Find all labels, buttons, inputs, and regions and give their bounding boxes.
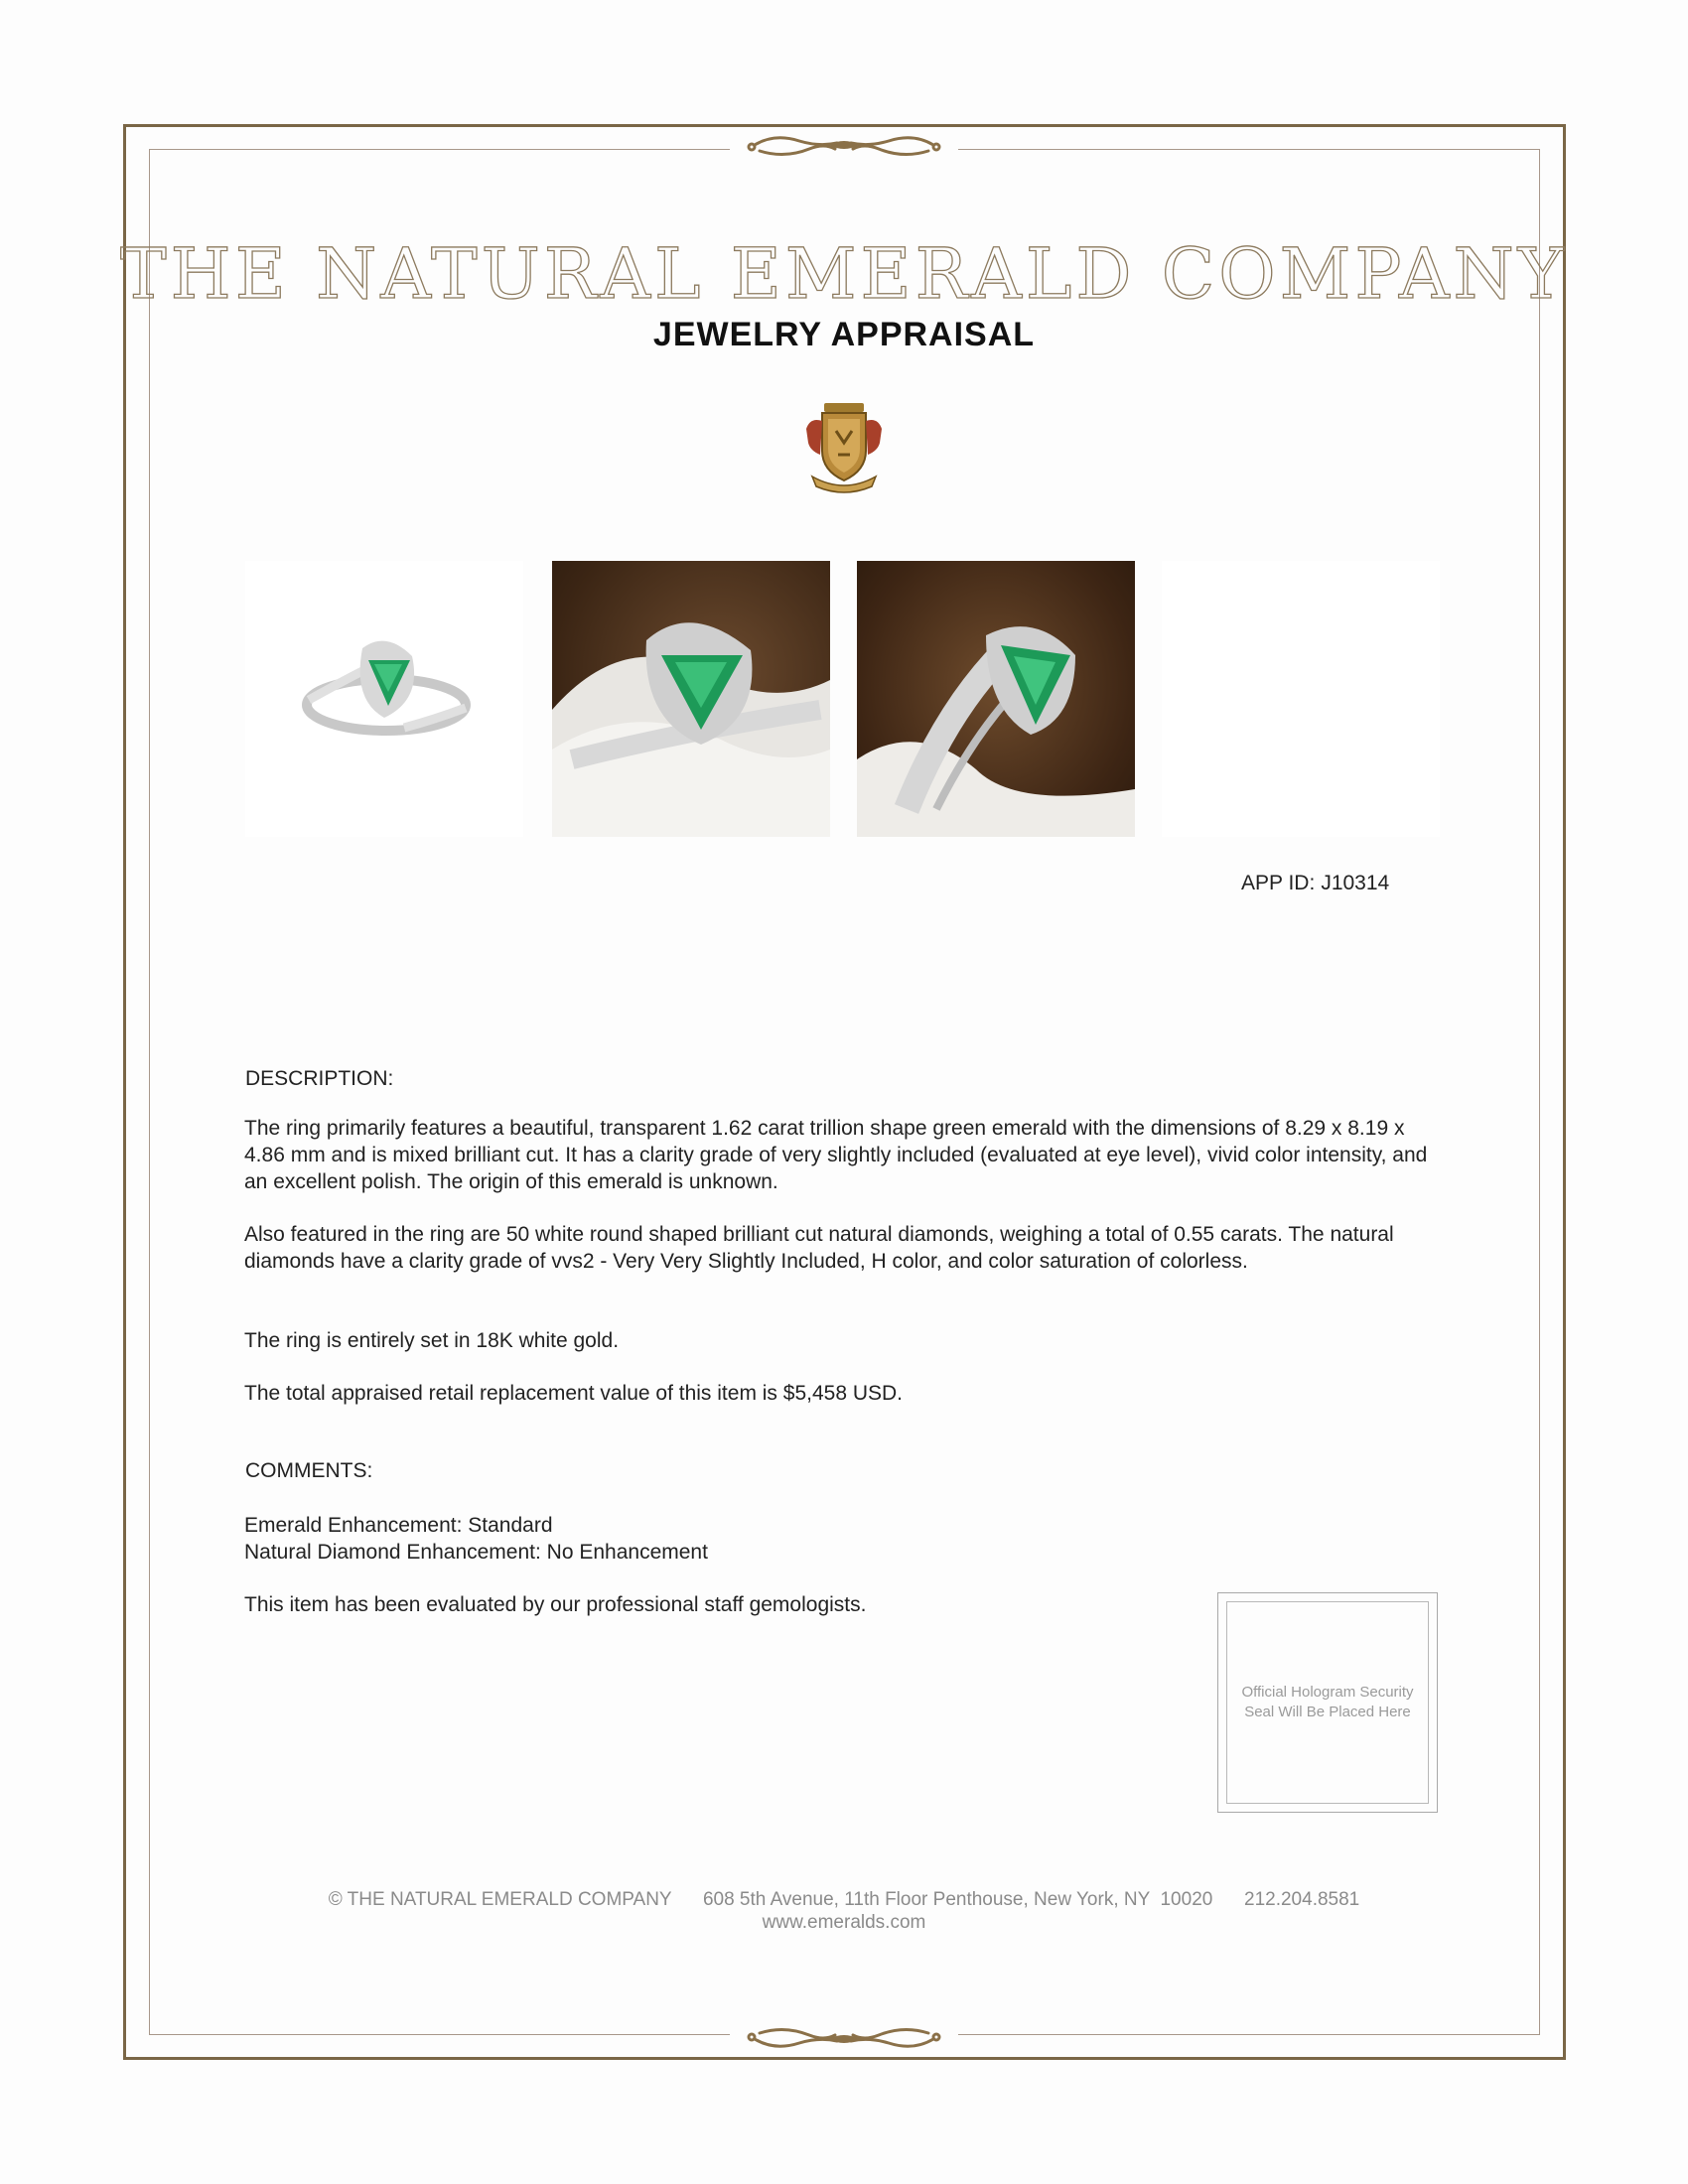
security-seal-box [1217,1592,1438,1813]
description-paragraph-3: The ring is entirely set in 18K white gold. [244,1329,620,1352]
description-paragraph-1: The ring primarily features a beautiful, transparent 1.62 carat trillion shape green emerald with the dimensions of 8.29 x 8.19 x 4.86 mm and is mixed brilliant cut. It has a clarity grade of very slightly included (evaluated at eye level), vivid color intensity, and an excellent polish. The origin of this emerald is unknown. [244,1117,1428,1193]
footer-website[interactable]: www.emeralds.com [762,1912,926,1933]
ring-photo-3 [857,561,1135,837]
app-id [1241,872,1389,895]
description-paragraph-2: Also featured in the ring are 50 white round shaped brilliant cut natural diamonds, weighing a total of 0.55 carats. The natural diamonds have a clarity grade of vvs2 - Very Very Slightly Included, H color, and color saturation of colorless. [244,1223,1394,1273]
app-id-value: J10314 [1321,872,1390,894]
blank-photo [1162,561,1440,837]
footer-address: 608 5th Avenue, 11th Floor Penthouse, New York, NY 10020 [702,1889,1213,1910]
ring-photo-2 [552,561,830,837]
heraldic-crest-icon [798,399,890,498]
footer-phone: 212.204.8581 [1244,1889,1360,1910]
comment-line-emerald: Emerald Enhancement: Standard [244,1514,553,1537]
ring-photo-1 [245,561,523,837]
app-id-label: APP ID: [1241,872,1316,894]
company-title: THE NATURAL EMERALD COMPANY [119,233,1569,315]
document-subtitle: JEWELRY APPRAISAL [652,316,1036,353]
comment-line-diamond: Natural Diamond Enhancement: No Enhancement [244,1541,708,1564]
footer-copyright: © THE NATURAL EMERALD COMPANY [328,1889,672,1910]
description-heading: DESCRIPTION: [245,1067,394,1090]
security-seal-text: Official Hologram Security Seal Will Be Placed Here [1226,1601,1429,1804]
description-paragraph-4: The total appraised retail replacement value of this item is $5,458 USD. [244,1382,904,1405]
evaluation-note: This item has been evaluated by our professional staff gemologists. [244,1593,867,1616]
bottom-ornament-icon [730,2015,958,2055]
top-ornament-icon [730,129,958,169]
footer-contact [0,1889,1688,1911]
comments-heading: COMMENTS: [245,1459,373,1482]
